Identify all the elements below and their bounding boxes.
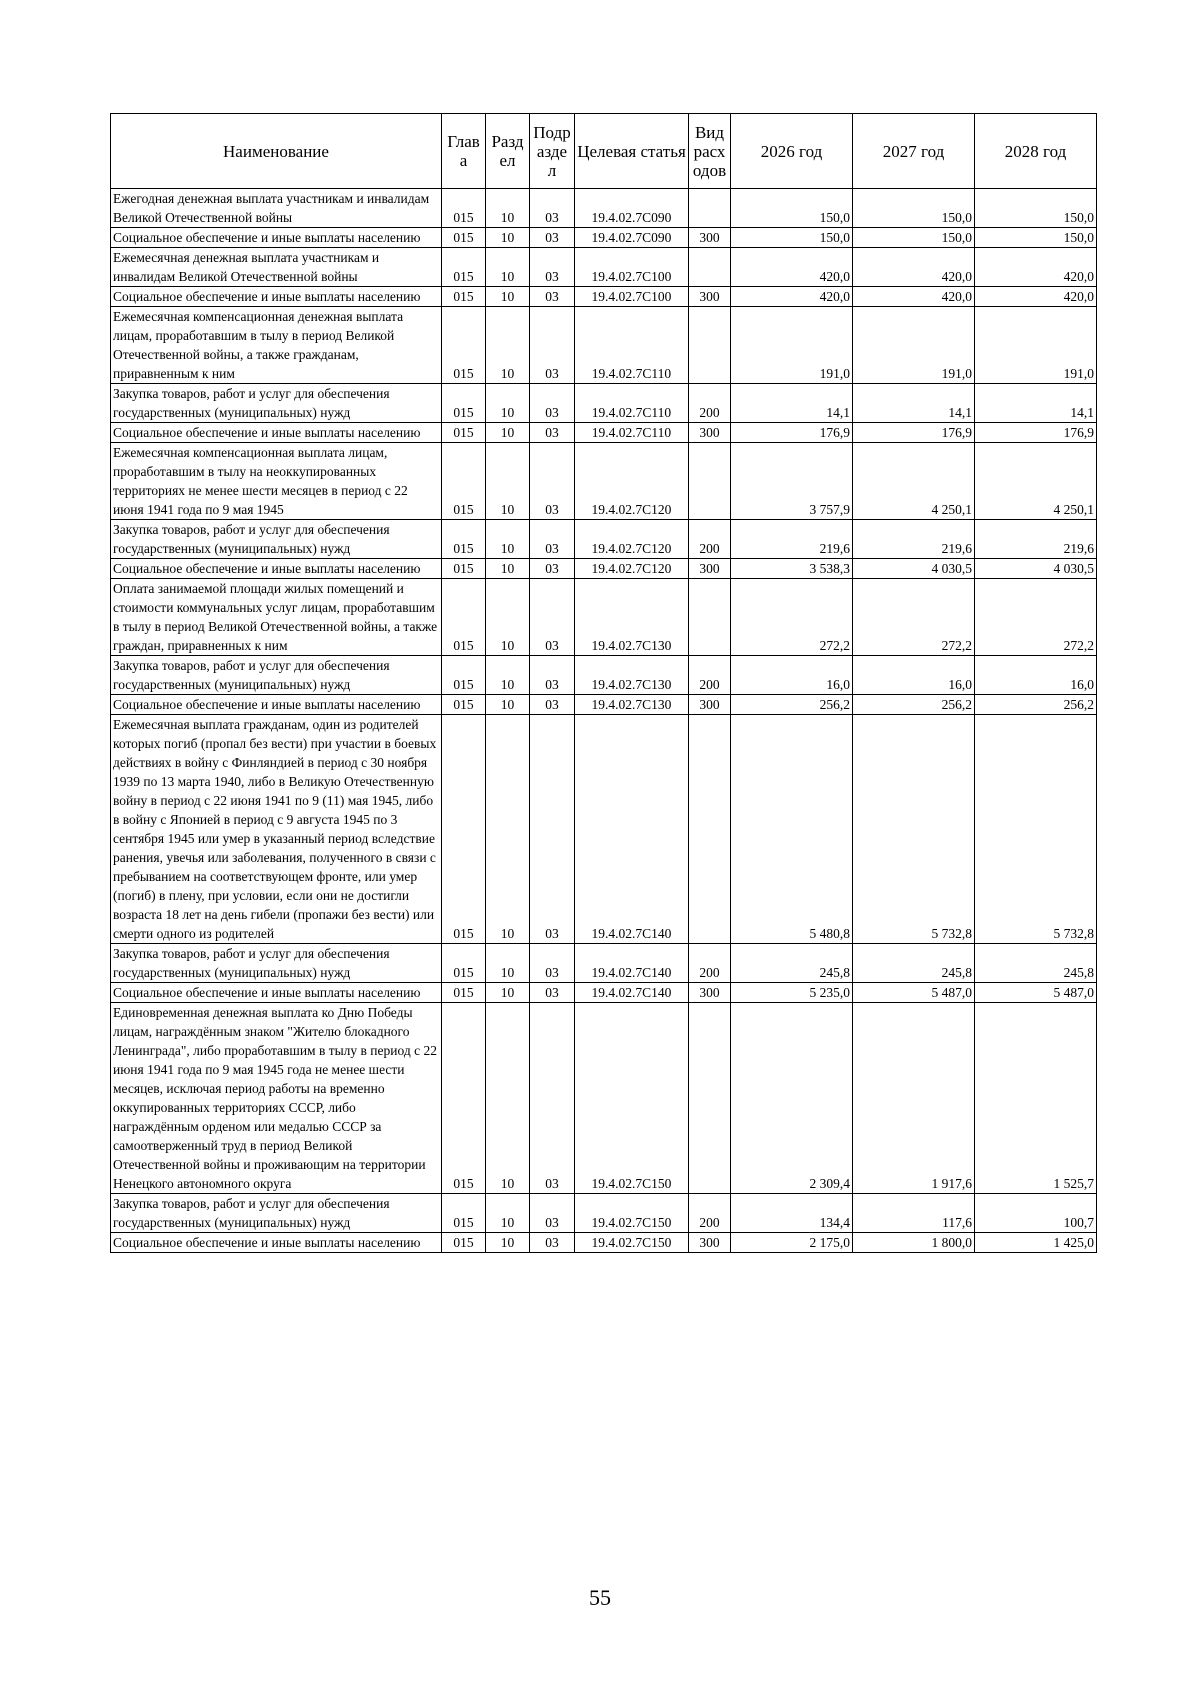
cell-2028: 4 030,5 xyxy=(975,559,1097,579)
cell-section: 10 xyxy=(486,443,530,520)
cell-expense-type: 300 xyxy=(689,695,731,715)
cell-name: Социальное обеспечение и иные выплаты населению xyxy=(111,287,442,307)
cell-expense-type: 300 xyxy=(689,287,731,307)
cell-name: Ежемесячная компенсационная денежная выплата лицам, проработавшим в тылу в период Великой Отечественной войны, а также гражданам, приравненным к ним xyxy=(111,307,442,384)
header-chapter: Глав а xyxy=(442,114,486,189)
cell-section: 10 xyxy=(486,695,530,715)
cell-2027: 1 800,0 xyxy=(853,1233,975,1253)
cell-name: Ежемесячная выплата гражданам, один из родителей которых погиб (пропал без вести) при участии в боевых действиях в войну с Финляндией в период с 30 ноября 1939 по 13 марта 1940, либо в Великую Отечественную войну в период с 22 июня 1941 по 9 (11) мая 1945, либо в войну с Японией в период с 9 августа 1945 по 3 сентября 1945 или умер в указанный период вследствие ранения, увечья или заболевания, полученного в связи с пребыванием на соответствующем фронте, или умер (погиб) в плену, при условии, если они не достигли возраста 18 лет на день гибели (пропажи без вести) или смерти одного из родителей xyxy=(111,715,442,944)
cell-expense-type xyxy=(689,189,731,228)
cell-2027: 4 250,1 xyxy=(853,443,975,520)
cell-section: 10 xyxy=(486,944,530,983)
cell-2028: 150,0 xyxy=(975,228,1097,248)
cell-2027: 245,8 xyxy=(853,944,975,983)
cell-2027: 5 487,0 xyxy=(853,983,975,1003)
cell-2028: 256,2 xyxy=(975,695,1097,715)
cell-2027: 150,0 xyxy=(853,189,975,228)
table-row xyxy=(111,189,1097,228)
table-row xyxy=(111,656,1097,695)
cell-chapter: 015 xyxy=(442,944,486,983)
cell-section: 10 xyxy=(486,228,530,248)
table-row xyxy=(111,559,1097,579)
cell-target-article: 19.4.02.7C120 xyxy=(575,559,689,579)
cell-chapter: 015 xyxy=(442,559,486,579)
cell-2028: 5 487,0 xyxy=(975,983,1097,1003)
cell-chapter: 015 xyxy=(442,520,486,559)
cell-name: Социальное обеспечение и иные выплаты населению xyxy=(111,423,442,443)
table-row xyxy=(111,520,1097,559)
cell-2027: 176,9 xyxy=(853,423,975,443)
cell-name: Единовременная денежная выплата ко Дню Победы лицам, награждённым знаком "Жителю блокадного Ленинграда", либо проработавшим в тылу в период с 22 июня 1941 года по 9 мая 1945 года не менее шести месяцев, исключая период работы на временно оккупированных территориях СССР, либо награждённым орденом или медалью СССР за самоотверженный труд в период Великой Отечественной войны и проживающим на территории Ненецкого автономного округа xyxy=(111,1003,442,1194)
cell-expense-type xyxy=(689,307,731,384)
cell-2028: 1 525,7 xyxy=(975,1003,1097,1194)
table-row xyxy=(111,1003,1097,1194)
cell-expense-type: 200 xyxy=(689,1194,731,1233)
cell-target-article: 19.4.02.7C140 xyxy=(575,715,689,944)
cell-2028: 1 425,0 xyxy=(975,1233,1097,1253)
table-row xyxy=(111,307,1097,384)
cell-name: Закупка товаров, работ и услуг для обеспечения государственных (муниципальных) нужд xyxy=(111,656,442,695)
cell-2026: 420,0 xyxy=(731,287,853,307)
cell-2026: 176,9 xyxy=(731,423,853,443)
cell-subsection: 03 xyxy=(530,1233,575,1253)
cell-2027: 1 917,6 xyxy=(853,1003,975,1194)
table-row xyxy=(111,983,1097,1003)
header-row xyxy=(111,114,1097,189)
cell-chapter: 015 xyxy=(442,248,486,287)
cell-subsection: 03 xyxy=(530,944,575,983)
cell-expense-type: 200 xyxy=(689,656,731,695)
cell-chapter: 015 xyxy=(442,384,486,423)
table-row xyxy=(111,695,1097,715)
cell-expense-type: 200 xyxy=(689,944,731,983)
header-2027: 2027 год xyxy=(853,114,975,189)
cell-expense-type xyxy=(689,715,731,944)
cell-name: Социальное обеспечение и иные выплаты населению xyxy=(111,228,442,248)
cell-2026: 3 757,9 xyxy=(731,443,853,520)
cell-2026: 245,8 xyxy=(731,944,853,983)
cell-subsection: 03 xyxy=(530,443,575,520)
cell-subsection: 03 xyxy=(530,983,575,1003)
cell-target-article: 19.4.02.7C110 xyxy=(575,423,689,443)
cell-subsection: 03 xyxy=(530,384,575,423)
cell-section: 10 xyxy=(486,559,530,579)
cell-2028: 150,0 xyxy=(975,189,1097,228)
cell-expense-type: 300 xyxy=(689,228,731,248)
cell-2027: 5 732,8 xyxy=(853,715,975,944)
cell-subsection: 03 xyxy=(530,656,575,695)
cell-target-article: 19.4.02.7C110 xyxy=(575,384,689,423)
cell-expense-type xyxy=(689,579,731,656)
cell-chapter: 015 xyxy=(442,695,486,715)
cell-name: Социальное обеспечение и иные выплаты населению xyxy=(111,983,442,1003)
cell-expense-type: 300 xyxy=(689,559,731,579)
cell-2028: 272,2 xyxy=(975,579,1097,656)
header-subsection: Подр азде л xyxy=(530,114,575,189)
cell-2026: 2 309,4 xyxy=(731,1003,853,1194)
cell-2026: 256,2 xyxy=(731,695,853,715)
cell-2026: 150,0 xyxy=(731,228,853,248)
cell-2027: 4 030,5 xyxy=(853,559,975,579)
cell-chapter: 015 xyxy=(442,715,486,944)
table-row xyxy=(111,443,1097,520)
cell-2026: 16,0 xyxy=(731,656,853,695)
table-row xyxy=(111,423,1097,443)
cell-subsection: 03 xyxy=(530,715,575,944)
cell-expense-type: 200 xyxy=(689,384,731,423)
cell-subsection: 03 xyxy=(530,520,575,559)
table-row xyxy=(111,228,1097,248)
cell-section: 10 xyxy=(486,248,530,287)
cell-2028: 14,1 xyxy=(975,384,1097,423)
table-row xyxy=(111,715,1097,944)
cell-2027: 150,0 xyxy=(853,228,975,248)
table-row xyxy=(111,944,1097,983)
cell-2026: 5 235,0 xyxy=(731,983,853,1003)
cell-expense-type xyxy=(689,248,731,287)
cell-name: Социальное обеспечение и иные выплаты населению xyxy=(111,695,442,715)
cell-2027: 272,2 xyxy=(853,579,975,656)
cell-2028: 191,0 xyxy=(975,307,1097,384)
table-row xyxy=(111,384,1097,423)
cell-expense-type xyxy=(689,1003,731,1194)
cell-chapter: 015 xyxy=(442,443,486,520)
cell-name: Ежегодная денежная выплата участникам и инвалидам Великой Отечественной войны xyxy=(111,189,442,228)
cell-2028: 219,6 xyxy=(975,520,1097,559)
cell-section: 10 xyxy=(486,1233,530,1253)
cell-expense-type xyxy=(689,443,731,520)
cell-2027: 219,6 xyxy=(853,520,975,559)
cell-subsection: 03 xyxy=(530,228,575,248)
cell-name: Социальное обеспечение и иные выплаты населению xyxy=(111,1233,442,1253)
cell-target-article: 19.4.02.7C140 xyxy=(575,983,689,1003)
cell-chapter: 015 xyxy=(442,983,486,1003)
cell-subsection: 03 xyxy=(530,248,575,287)
cell-target-article: 19.4.02.7C130 xyxy=(575,579,689,656)
page-number: 55 xyxy=(589,1585,611,1610)
cell-name: Закупка товаров, работ и услуг для обеспечения государственных (муниципальных) нужд xyxy=(111,1194,442,1233)
header-expense-type: Вид расх одов xyxy=(689,114,731,189)
cell-subsection: 03 xyxy=(530,1194,575,1233)
cell-section: 10 xyxy=(486,656,530,695)
table-row xyxy=(111,287,1097,307)
cell-subsection: 03 xyxy=(530,423,575,443)
cell-subsection: 03 xyxy=(530,1003,575,1194)
cell-2026: 219,6 xyxy=(731,520,853,559)
cell-expense-type: 300 xyxy=(689,1233,731,1253)
cell-2028: 420,0 xyxy=(975,287,1097,307)
cell-2028: 5 732,8 xyxy=(975,715,1097,944)
cell-target-article: 19.4.02.7C150 xyxy=(575,1233,689,1253)
budget-table xyxy=(110,113,1097,1253)
cell-section: 10 xyxy=(486,579,530,656)
cell-target-article: 19.4.02.7C150 xyxy=(575,1003,689,1194)
cell-2026: 3 538,3 xyxy=(731,559,853,579)
cell-target-article: 19.4.02.7C090 xyxy=(575,189,689,228)
cell-2027: 420,0 xyxy=(853,248,975,287)
header-2026: 2026 год xyxy=(731,114,853,189)
cell-expense-type: 200 xyxy=(689,520,731,559)
cell-target-article: 19.4.02.7C140 xyxy=(575,944,689,983)
cell-chapter: 015 xyxy=(442,1003,486,1194)
cell-chapter: 015 xyxy=(442,189,486,228)
cell-2028: 16,0 xyxy=(975,656,1097,695)
table-row xyxy=(111,1233,1097,1253)
table-row xyxy=(111,248,1097,287)
cell-2026: 134,4 xyxy=(731,1194,853,1233)
cell-chapter: 015 xyxy=(442,307,486,384)
cell-2026: 5 480,8 xyxy=(731,715,853,944)
cell-subsection: 03 xyxy=(530,559,575,579)
cell-2027: 420,0 xyxy=(853,287,975,307)
table-body xyxy=(111,189,1097,1253)
cell-expense-type: 300 xyxy=(689,983,731,1003)
cell-chapter: 015 xyxy=(442,579,486,656)
cell-chapter: 015 xyxy=(442,1194,486,1233)
cell-target-article: 19.4.02.7C100 xyxy=(575,248,689,287)
table-header xyxy=(111,114,1097,189)
cell-section: 10 xyxy=(486,520,530,559)
cell-2028: 420,0 xyxy=(975,248,1097,287)
cell-2028: 245,8 xyxy=(975,944,1097,983)
cell-target-article: 19.4.02.7C110 xyxy=(575,307,689,384)
cell-2027: 16,0 xyxy=(853,656,975,695)
cell-name: Оплата занимаемой площади жилых помещений и стоимости коммунальных услуг лицам, проработавшим в тылу в период Великой Отечественной войны, а также граждан, приравненных к ним xyxy=(111,579,442,656)
cell-2026: 2 175,0 xyxy=(731,1233,853,1253)
cell-chapter: 015 xyxy=(442,1233,486,1253)
table-row xyxy=(111,579,1097,656)
header-target-article: Целевая статья xyxy=(575,114,689,189)
cell-section: 10 xyxy=(486,384,530,423)
cell-chapter: 015 xyxy=(442,287,486,307)
cell-target-article: 19.4.02.7C120 xyxy=(575,443,689,520)
cell-name: Закупка товаров, работ и услуг для обеспечения государственных (муниципальных) нужд xyxy=(111,384,442,423)
cell-2026: 191,0 xyxy=(731,307,853,384)
cell-2027: 117,6 xyxy=(853,1194,975,1233)
cell-2027: 191,0 xyxy=(853,307,975,384)
cell-section: 10 xyxy=(486,287,530,307)
cell-target-article: 19.4.02.7C120 xyxy=(575,520,689,559)
cell-section: 10 xyxy=(486,423,530,443)
cell-2027: 14,1 xyxy=(853,384,975,423)
cell-name: Закупка товаров, работ и услуг для обеспечения государственных (муниципальных) нужд xyxy=(111,520,442,559)
cell-chapter: 015 xyxy=(442,423,486,443)
cell-subsection: 03 xyxy=(530,189,575,228)
cell-target-article: 19.4.02.7C150 xyxy=(575,1194,689,1233)
cell-expense-type: 300 xyxy=(689,423,731,443)
cell-subsection: 03 xyxy=(530,695,575,715)
cell-name: Ежемесячная денежная выплата участникам и инвалидам Великой Отечественной войны xyxy=(111,248,442,287)
cell-subsection: 03 xyxy=(530,307,575,384)
cell-2028: 4 250,1 xyxy=(975,443,1097,520)
cell-2026: 420,0 xyxy=(731,248,853,287)
header-section: Разд ел xyxy=(486,114,530,189)
cell-chapter: 015 xyxy=(442,228,486,248)
cell-2028: 100,7 xyxy=(975,1194,1097,1233)
cell-target-article: 19.4.02.7C090 xyxy=(575,228,689,248)
table-row xyxy=(111,1194,1097,1233)
cell-subsection: 03 xyxy=(530,579,575,656)
cell-section: 10 xyxy=(486,1003,530,1194)
cell-section: 10 xyxy=(486,307,530,384)
cell-name: Закупка товаров, работ и услуг для обеспечения государственных (муниципальных) нужд xyxy=(111,944,442,983)
cell-name: Социальное обеспечение и иные выплаты населению xyxy=(111,559,442,579)
cell-target-article: 19.4.02.7C130 xyxy=(575,656,689,695)
cell-target-article: 19.4.02.7C100 xyxy=(575,287,689,307)
cell-section: 10 xyxy=(486,715,530,944)
cell-2026: 272,2 xyxy=(731,579,853,656)
cell-subsection: 03 xyxy=(530,287,575,307)
cell-2026: 150,0 xyxy=(731,189,853,228)
cell-2028: 176,9 xyxy=(975,423,1097,443)
cell-section: 10 xyxy=(486,189,530,228)
cell-target-article: 19.4.02.7C130 xyxy=(575,695,689,715)
cell-2027: 256,2 xyxy=(853,695,975,715)
cell-section: 10 xyxy=(486,1194,530,1233)
cell-2026: 14,1 xyxy=(731,384,853,423)
header-2028: 2028 год xyxy=(975,114,1097,189)
cell-section: 10 xyxy=(486,983,530,1003)
header-name: Наименование xyxy=(111,114,442,189)
cell-chapter: 015 xyxy=(442,656,486,695)
cell-name: Ежемесячная компенсационная выплата лицам, проработавшим в тылу на неоккупированных территориях не менее шести месяцев в период с 22 июня 1941 года по 9 мая 1945 xyxy=(111,443,442,520)
